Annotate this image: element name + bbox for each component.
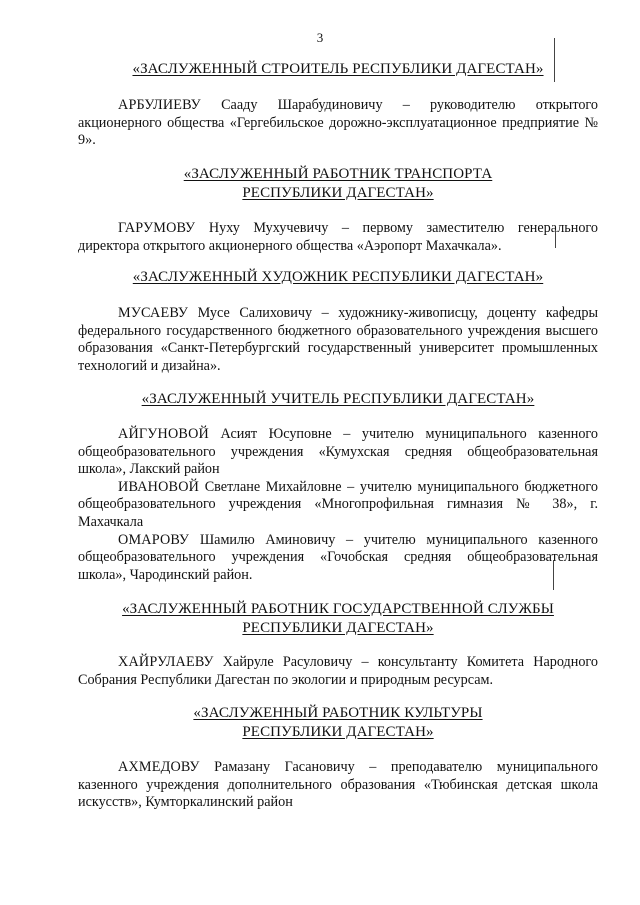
heading-line: РЕСПУБЛИКИ ДАГЕСТАН» — [242, 620, 434, 636]
section-builder — [78, 60, 598, 150]
award-entry-list — [78, 426, 598, 584]
recipient-details: Шамилю Аминовичу – учителю муниципального казенного общеобразовательного учреждения «Гочобская средняя общеобразовательная школа», Чародинский район. — [78, 531, 598, 583]
award-entry — [78, 220, 598, 255]
award-entry — [78, 97, 598, 150]
recipient-details: Асият Юсуповне – учителю муниципального казенного общеобразовательного учреждения «Кумухская средняя общеобразовательная школа», Лакский район — [78, 426, 598, 478]
recipient-details: Светлане Михайловне – учителю муниципального бюджетного общеобразовательного учреждения «Многопрофильная гимназия № 38», г. Махачкала — [78, 478, 598, 530]
recipient-surname: ХАЙРУЛАЕВУ — [118, 654, 214, 670]
recipient-details: Сааду Шарабудиновичу – руководителю открытого акционерного общества «Гергебильское дорожно-эксплуатационное предприятие № 9». — [78, 97, 598, 149]
section-transport — [78, 165, 598, 255]
award-entry — [78, 654, 598, 689]
award-entry — [78, 759, 598, 812]
recipient-surname: АРБУЛИЕВУ — [118, 97, 201, 113]
heading-line: РЕСПУБЛИКИ ДАГЕСТАН» — [242, 185, 434, 201]
award-entry — [78, 305, 598, 375]
heading-line: «ЗАСЛУЖЕННЫЙ РАБОТНИК КУЛЬТУРЫ — [193, 705, 483, 721]
recipient-surname: ИВАНОВОЙ — [118, 478, 200, 495]
section-heading — [78, 60, 598, 79]
heading-line: «ЗАСЛУЖЕННЫЙ СТРОИТЕЛЬ РЕСПУБЛИКИ ДАГЕСТАН» — [132, 61, 544, 77]
section-teacher — [78, 390, 598, 584]
section-heading — [78, 268, 598, 287]
section-heading — [78, 600, 598, 638]
recipient-surname: ГАРУМОВУ — [118, 220, 196, 236]
section-civil-service — [78, 600, 598, 689]
recipient-surname: АХМЕДОВУ — [118, 759, 200, 775]
recipient-surname: МУСАЕВУ — [118, 305, 189, 321]
recipient-details: Хайруле Расуловичу – консультанту Комитета Народного Собрания Республики Дагестан по экологии и природным ресурсам. — [78, 654, 598, 688]
scan-fold-mark — [553, 560, 554, 590]
heading-line: «ЗАСЛУЖЕННЫЙ ХУДОЖНИК РЕСПУБЛИКИ ДАГЕСТАН» — [132, 269, 544, 285]
heading-line: «ЗАСЛУЖЕННЫЙ УЧИТЕЛЬ РЕСПУБЛИКИ ДАГЕСТАН» — [141, 391, 535, 407]
section-artist — [78, 268, 598, 375]
scan-fold-mark — [555, 230, 556, 248]
section-heading — [78, 704, 598, 742]
recipient-details: Мусе Салиховичу – художнику-живописцу, доценту кафедры федерального государственного бюджетного образовательного учреждения высшего образования «Санкт-Петербургский государственный университет промышленных технологий и дизайна». — [78, 305, 598, 374]
heading-line: «ЗАСЛУЖЕННЫЙ РАБОТНИК ТРАНСПОРТА — [183, 166, 493, 182]
heading-line: «ЗАСЛУЖЕННЫЙ РАБОТНИК ГОСУДАРСТВЕННОЙ СЛУЖБЫ — [122, 601, 554, 617]
heading-line: РЕСПУБЛИКИ ДАГЕСТАН» — [242, 724, 434, 740]
scan-fold-mark — [554, 38, 555, 82]
recipient-details: Нуху Мухучевичу – первому заместителю генерального директора открытого акционерного общества «Аэропорт Махачкала». — [78, 220, 598, 254]
recipient-surname: ОМАРОВУ — [118, 531, 190, 548]
section-culture — [78, 704, 598, 812]
recipient-surname: АЙГУНОВОЙ — [118, 426, 209, 442]
recipient-details: Рамазану Гасановичу – преподавателю муниципального казенного учреждения дополнительного образования «Тюбинская детская школа искусств», Кумторкалинский район — [78, 759, 598, 811]
section-heading — [78, 390, 598, 409]
section-heading — [78, 165, 598, 203]
page-number: 3 — [316, 30, 324, 45]
